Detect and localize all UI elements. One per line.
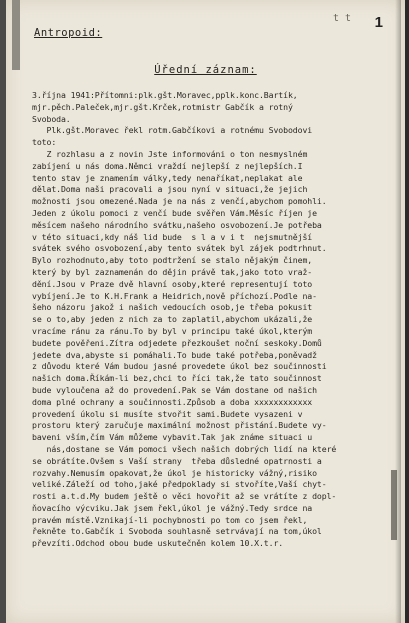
text-line: možnosti jsou omezené.Nada je na nás z venčí,abychom pomohli. [32, 196, 327, 207]
document-sheet [6, 0, 405, 623]
text-line: měsícem našeho národního svátku,našeho osvobození.Je potřeba [32, 219, 322, 230]
text-line: řekněte to.Gabčík i Svoboda souhlasně setrvávají na tom,úkol [32, 526, 322, 537]
text-line: svátek svého osvobození,aby tento svátek byl zájek podtrhnut. [32, 243, 327, 254]
text-line: mjr.pěch.Paleček,mjr.gšt.Krček,rotmistr Gabčík a rotný [32, 101, 293, 112]
text-line: rosti a.t.d.My budem ještě o věci hovořit až se vrátíte z dopl- [32, 491, 337, 502]
text-line: zabíjení u nás doma.Němci vraždí nejlepší z nejlepších.I [32, 160, 303, 171]
text-line: jedete dva,abyste si pomáhali.To bude také potřeba,poněvadž [32, 349, 317, 360]
text-line: prostoru který zaručuje maximální možnost přistání.Budete vy- [32, 420, 327, 431]
document-title: Úřední záznam: [154, 64, 257, 76]
text-line: tento stav je znamením války,tedy nenaříkat,neplakat ale [32, 172, 303, 183]
text-line: dělat.Doma naši pracovali a jsou nyní v situaci,že jejich [32, 184, 308, 195]
page-number: 1 [374, 14, 383, 31]
text-line: našich doma.Říkám-li bez,chci to říci tak,že tato součinnost [32, 373, 322, 384]
corner-annotation: t t [332, 13, 351, 24]
text-line: doma plné ochrany a součinnosti.Způsob a doba xxxxxxxxxxxx [32, 396, 313, 407]
text-line: bude vyloučena až do provedení.Pak se Vám dostane od našich [32, 384, 317, 395]
document-body [32, 90, 394, 550]
text-line: který by byl zaznamenán do dějin právě tak,jako toto vraž- [32, 266, 313, 277]
text-line: z důvodu které Vám budou jasné provedete úkol bez součinnosti [32, 361, 327, 372]
text-line: pravém místě.Vznikají-li pochybnosti po tom co jsem řekl, [32, 514, 308, 525]
text-line: dění.Jsou v Praze dvě hlavní osoby,které representují toto [32, 278, 313, 289]
text-line: veliké.Záleží od toho,jaké předpoklady si stvoříte,Vaší chyt- [32, 479, 327, 490]
text-line: Bylo rozhodnuto,aby toto podtržení se stalo nějakým činem, [32, 255, 313, 266]
text-line: budete pověřeni.Zítra odjedete přezkoušet noční seskoky.Domů [32, 337, 322, 348]
binding-clip [391, 470, 397, 540]
text-line: převzíti.Odchod obou bude uskutečněn kolem 10.X.t.r. [32, 538, 284, 549]
text-line: rozvahy.Nemusím opakovat,že úkol je historicky vážný,risiko [32, 467, 317, 478]
text-line: nás,dostane se Vám pomoci všech našich dobrých lidí na které [32, 443, 337, 454]
text-line: Plk.gšt.Moravec řekl rotm.Gabčíkovi a rotnému Svobodovi [32, 125, 313, 136]
text-line: se o to,aby jeden z nich za to zaplatil,abychom ukázali,že [32, 314, 313, 325]
text-line: Jeden z úkolu pomoci z venčí bude svěřen Vám.Měsíc říjen je [32, 207, 317, 218]
text-line: se obrátíte.Ovšem s Vaší strany třeba důsledné opatrnosti a [32, 455, 322, 466]
document-header: Antropoid: [34, 27, 103, 39]
text-line: baveni vším,čím Vám můžeme vybavit.Tak jak známe situaci u [32, 432, 313, 443]
text-line: 3.října 1941:Přítomni:plk.gšt.Moravec,pplk.konc.Bartík, [32, 90, 298, 100]
text-line: Svoboda. [32, 113, 71, 124]
text-line: šeho názoru jakož i našich vedoucích osob,je třeba pokusit [32, 302, 313, 313]
text-line: provedení úkolu si musíte stvořit sami.Budete vysazeni v [32, 408, 303, 419]
text-line: ňovacího výcviku.Jak jsem řekl,úkol je vážný.Tedy srdce na [32, 502, 313, 513]
text-line: toto: [32, 137, 57, 148]
text-line: vybíjení.Je to K.H.Frank a Heidrich,nově příchozí.Podle na- [32, 290, 317, 301]
text-line: Z rozhlasu a z novin Jste informováni o ton nesmyslném [32, 148, 308, 159]
folder-tab-mark [12, 0, 20, 70]
text-line: vracíme ránu za ránu.To by byl v principu také úkol,kterým [32, 325, 313, 336]
text-line: v této situaci,kdy náš lid bude s l a v i t nejsmutnější [32, 231, 313, 242]
scan-right-edge [405, 0, 409, 623]
